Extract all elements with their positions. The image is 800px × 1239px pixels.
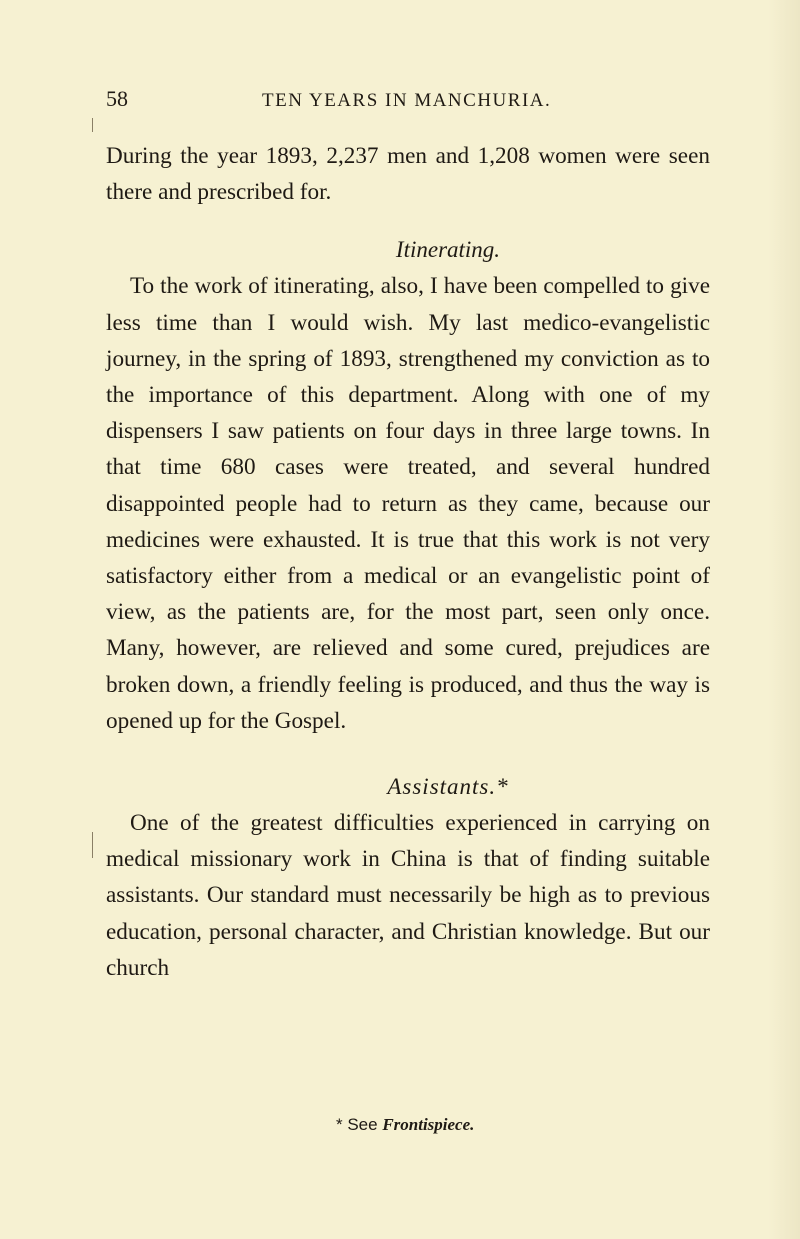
paragraph-assistants: One of the greatest difficulties experienced in carrying on medical missionary work in China is that of finding suitable assistants. Our standard must necessarily be high as to previous education, personal character, and Christian knowledge. But our church [106,810,710,981]
margin-mark [92,832,93,858]
page-number: 58 [106,86,128,111]
section-heading-itinerating: Itinerating. [395,237,501,263]
footnote-marker: * See [336,1115,383,1134]
footnote-reference: Frontispiece. [382,1115,475,1134]
running-head: TEN YEARS IN MANCHURIA. [262,90,552,111]
footnote [336,1115,474,1135]
page-body [106,138,710,986]
margin-mark [92,118,93,132]
paragraph-prescriptions: During the year 1893, 2,237 men and 1,208 women were seen there and prescribed for. [106,143,710,206]
section-heading-assistants: Assistants.* [387,774,509,800]
page-header [106,86,706,116]
paragraph-itinerating: To the work of itinerating, also, I have been compelled to give less time than I would wish. My last medico-evangelistic journey, in the spring of 1893, strengthened my conviction as to the importance of this department. Along with one of my dispensers I saw patients on four days in three large towns. In that time 680 cases were treated, and several hundred disappointed people had to return as they came, because our medicines were exhausted. It is true that this work is not very satisfactory either from a medical or an evangelistic point of view, as the patients are, for the most part, seen only once. Many, however, are relieved and some cured, prejudices are broken down, a friendly feeling is produced, and thus the way is opened up for the Gospel. [106,273,710,734]
